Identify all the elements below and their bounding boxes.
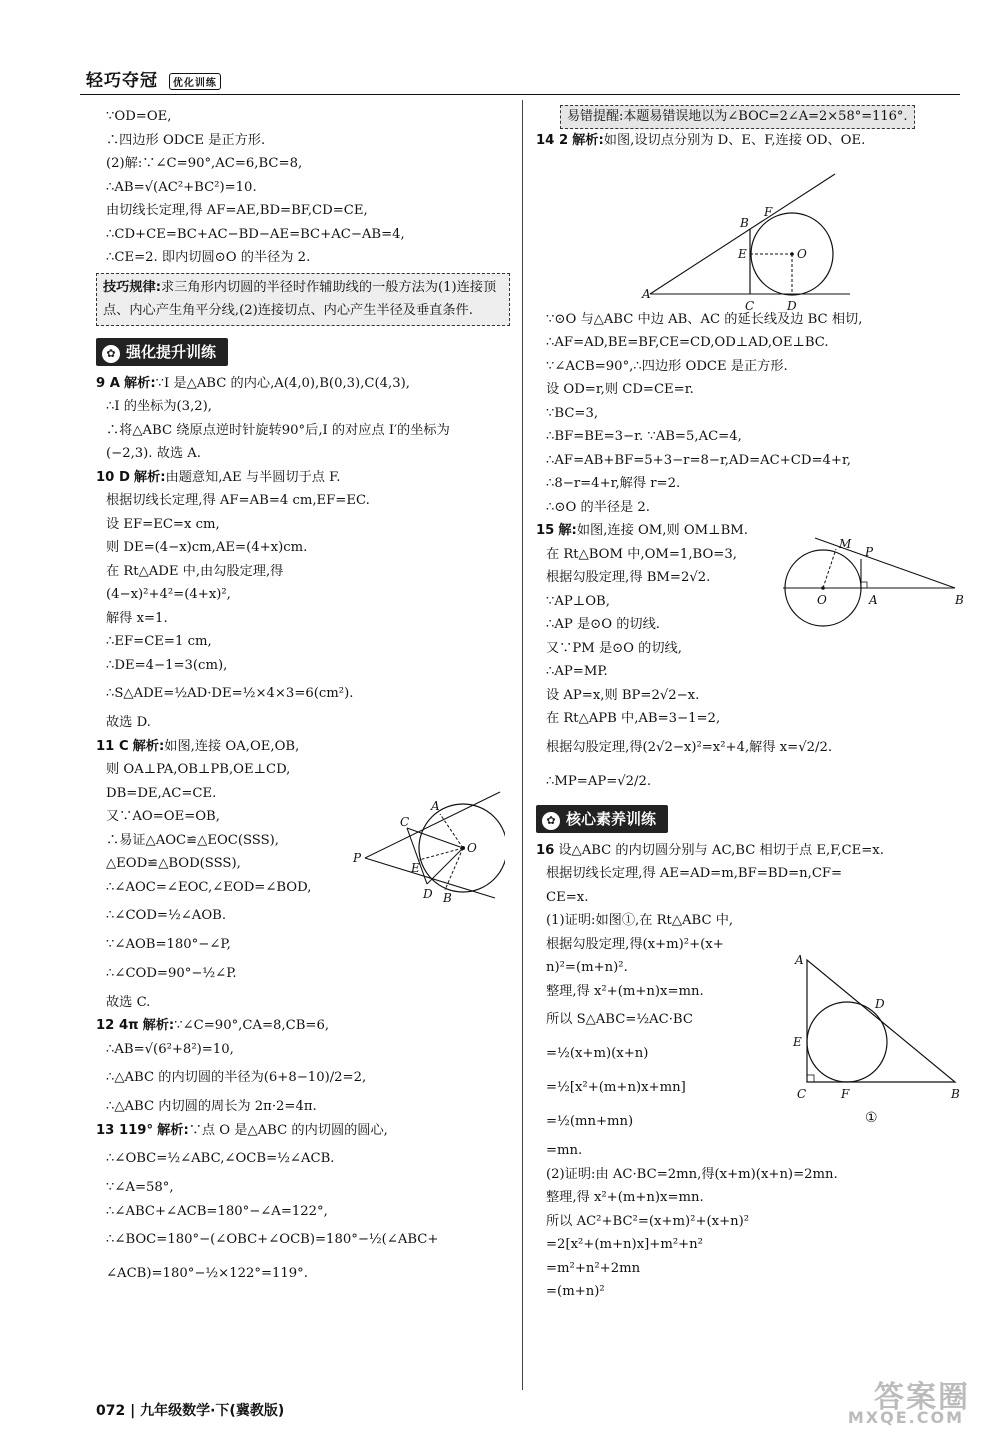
text-line: (1)证明:如图①,在 Rt△ABC 中, [546, 913, 734, 928]
text-line: ∴将△ABC 绕原点逆时针旋转90°后,I 的对应点 I′的坐标为 [106, 422, 450, 438]
section-heading-strengthen [96, 338, 228, 366]
incircle [807, 1002, 887, 1082]
label-d: D [423, 887, 433, 901]
text-line: ∴8−r=4+r,解得 r=2. [546, 476, 681, 491]
label-d: D [875, 997, 885, 1011]
text-line: 由切线长定理,得 AF=AE,BD=BF,CD=CE, [106, 203, 368, 218]
section-icon: ✿ [542, 812, 560, 830]
text-line: ∴AP 是⊙O 的切线. [546, 617, 660, 632]
question-number: 15 [536, 523, 555, 538]
label-e: E [793, 1035, 802, 1049]
brand-logo [86, 66, 221, 91]
text-line: (−2,3). 故选 A. [106, 446, 201, 461]
question-number: 13 119° [96, 1122, 154, 1138]
text-line: ∴S△ADE=½AD·DE=½×4×3=6(cm²). [106, 686, 354, 701]
label-d: D [787, 299, 797, 313]
analysis-label: 解析: [142, 1018, 175, 1033]
text-line: ∴∠COD=½∠AOB. [106, 908, 227, 923]
text-line: ∴EF=CE=1 cm, [106, 634, 212, 649]
tip-box [96, 273, 510, 326]
question-number: 11 C [96, 738, 129, 754]
point-o [461, 846, 465, 850]
text-line: =mn. [546, 1143, 583, 1158]
text-line: ∵OD=OE, [106, 109, 172, 124]
label-p: P [865, 545, 874, 559]
tangent-bm [815, 538, 955, 588]
text-line: 故选 C. [106, 994, 151, 1010]
figure-q15 [775, 530, 970, 635]
text-line: ∴∠AOC=∠EOC,∠EOD=∠BOD, [106, 879, 312, 895]
text-line: n)²=(m+n)². [546, 960, 628, 975]
text-line: 整理,得 x²+(m+n)x=mn. [546, 1190, 704, 1205]
text-line: ∵AP⊥OB, [546, 593, 610, 609]
label-b: B [955, 593, 964, 607]
text-line: ∴AP=MP. [546, 664, 608, 679]
text-line: 根据切线长定理,得 AF=AB=4 cm,EF=EC. [106, 493, 370, 508]
text-line: 所以 AC²+BC²=(x+m)²+(x+n)² [546, 1213, 750, 1229]
text-line: 设 AP=x,则 BP=2√2−x. [546, 687, 700, 703]
text-line: 设 OD=r,则 CD=CE=r. [546, 382, 694, 397]
book-title: 九年级数学·下(冀教版) [140, 1403, 285, 1419]
page-header [80, 60, 960, 100]
label-o: O [797, 247, 807, 261]
analysis-label: 解析: [572, 133, 604, 148]
brand-logo-text: 轻巧夺冠 [86, 71, 158, 91]
label-c: C [400, 815, 410, 829]
text-line: ∴AF=AD,BE=BF,CE=CD,OD⊥AD,OE⊥BC. [546, 335, 829, 350]
figure-caption: ① [865, 1110, 878, 1126]
text-line: 整理,得 x²+(m+n)x=mn. [546, 983, 704, 999]
label-e: E [738, 247, 747, 261]
label-m: M [839, 537, 852, 551]
figure-q16 [785, 950, 970, 1135]
text-line: CE=x. [546, 889, 589, 905]
label-o: O [817, 593, 827, 607]
label-p: P [353, 851, 362, 865]
label-c: C [797, 1087, 807, 1101]
label-a: A [795, 953, 804, 967]
text-line: ∴∠COD=90°−½∠P. [106, 965, 237, 981]
solution-label: 解: [558, 523, 577, 538]
text-line: 在 Rt△ADE 中,由勾股定理,得 [106, 563, 284, 579]
section-title: 核心素养训练 [566, 809, 657, 828]
label-f: F [764, 205, 773, 219]
text-line: 又∵PM 是⊙O 的切线, [546, 640, 682, 656]
brand-tag: 优化训练 [169, 73, 221, 90]
text-line: 所以 S△ABC=½AC·BC [546, 1012, 693, 1027]
tangent-cd [407, 828, 427, 884]
question-13 [96, 1119, 510, 1292]
watermark-logo: 答案圈 [874, 1380, 970, 1415]
segment-om [823, 549, 836, 588]
text-line: ∴AB=√(6²+8²)=10, [106, 1041, 234, 1057]
analysis-label: 解析: [123, 375, 156, 391]
point-o [821, 586, 825, 590]
text-line: =½(mn+mn) [546, 1114, 634, 1129]
text-line: 根据勾股定理,得(2√2−x)²=x²+4,解得 x=√2/2. [546, 739, 833, 755]
text-line: ∴MP=AP=√2/2. [546, 773, 652, 789]
text-line: =2[x²+(m+n)x]+m²+n² [546, 1237, 703, 1252]
right-angle-mark [807, 1075, 814, 1082]
text-line: 根据切线长定理,得 AE=AD=m,BF=BD=n,CF= [546, 866, 843, 881]
analysis-label: 解析: [133, 469, 166, 485]
text-line: 根据勾股定理,得(x+m)²+(x+ [546, 936, 724, 952]
page-footer: 072 | 九年级数学·下(冀教版) [96, 1403, 285, 1419]
text-line: DB=DE,AC=CE. [106, 785, 217, 801]
label-b: B [740, 216, 749, 230]
text-line: ∴易证△AOC≌△EOC(SSS), [106, 832, 279, 848]
text-line: ∴AF=AB+BF=5+3−r=8−r,AD=AC+CD=4+r, [546, 452, 851, 468]
text-line: 又∵AO=OE=OB, [106, 809, 220, 824]
section-heading-core [536, 805, 668, 833]
text-line: (4−x)²+4²=(4+x)², [106, 587, 231, 602]
text-line: ∵BC=3, [546, 405, 599, 421]
text-line: ∵∠AOB=180°−∠P, [106, 937, 231, 952]
question-number: 9 A [96, 375, 120, 391]
text-line: ∴I 的坐标为(3,2), [106, 399, 212, 414]
segment-od [427, 848, 463, 884]
text-line: =½[x²+(m+n)x+mn] [546, 1080, 686, 1095]
text-line: ∴AB=√(AC²+BC²)=10. [106, 179, 257, 195]
question-12 [96, 1014, 510, 1119]
point-o [790, 252, 794, 256]
text-line: ∵∠C=90°,CA=8,CB=6, [174, 1018, 330, 1033]
q8-continuation [96, 105, 510, 270]
label-b: B [951, 1087, 960, 1101]
text-line: ∴△ABC 的内切圆的半径为(6+8−10)/2=2, [106, 1070, 367, 1085]
label-o: O [467, 841, 477, 855]
question-9 [96, 372, 510, 466]
text-line: =m²+n²+2mn [546, 1260, 641, 1276]
label-a: A [642, 287, 651, 301]
column-divider [522, 100, 523, 1390]
error-label: 易错提醒: [567, 109, 624, 124]
text-line: ∴∠OBC=½∠ABC,∠OCB=½∠ACB. [106, 1151, 335, 1166]
label-f: F [841, 1087, 850, 1101]
text-line: ∴△ABC 内切圆的周长为 2π·2=4π. [106, 1099, 317, 1114]
text-line: ∴BF=BE=3−r. ∵AB=5,AC=4, [546, 429, 742, 444]
left-column [96, 105, 510, 1291]
text-line: 如图,连接 OA,OE,OB, [164, 738, 300, 754]
line-af [650, 174, 835, 294]
text-line: ∴∠BOC=180°−(∠OBC+∠OCB)=180°−½(∠ABC+ [106, 1232, 439, 1247]
header-rule [80, 94, 960, 95]
right-angle-mark [861, 582, 867, 588]
section-title: 强化提升训练 [126, 342, 217, 361]
text-line: 则 OA⊥PA,OB⊥PB,OE⊥CD, [106, 762, 291, 777]
text-line: 如图,连接 OM,则 OM⊥BM. [576, 523, 748, 538]
figure-q14 [640, 170, 860, 315]
label-c: C [745, 299, 755, 313]
label-e: E [411, 861, 420, 875]
text-line: ∴四边形 ODCE 是正方形. [106, 132, 266, 148]
text-line: =(m+n)² [546, 1284, 605, 1299]
figure-q11 [345, 790, 505, 905]
text-line: (2)证明:由 AC·BC=2mn,得(x+m)(x+n)=2mn. [546, 1166, 838, 1182]
text-line: 在 Rt△BOM 中,OM=1,BO=3, [546, 546, 737, 562]
label-a: A [431, 799, 440, 813]
text-line: ∴⊙O 的半径是 2. [546, 499, 650, 515]
question-10 [96, 466, 510, 735]
text-line: (2)解:∵∠C=90°,AC=6,BC=8, [106, 156, 303, 171]
page-number: 072 [96, 1403, 126, 1419]
text-line: 设 EF=EC=x cm, [106, 516, 220, 532]
text-line: ∵点 O 是△ABC 的内切圆的圆心, [188, 1122, 388, 1138]
text-line: 解得 x=1. [106, 610, 168, 626]
text-line: 故选 D. [106, 715, 151, 730]
question-number: 10 D [96, 469, 130, 485]
tip-label: 技巧规律: [103, 279, 162, 295]
text-line: ∴CE=2. 即内切圆⊙O 的半径为 2. [106, 250, 311, 265]
text-line: 设△ABC 的内切圆分别与 AC,BC 相切于点 E,F,CE=x. [558, 842, 884, 858]
text-line: 根据勾股定理,得 BM=2√2. [546, 570, 711, 585]
error-text: 本题易错误地以为∠BOC=2∠A=2×58°=116°. [623, 109, 908, 124]
error-reminder-box [560, 105, 915, 129]
text-line: ∵⊙O 与△ABC 中边 AB、AC 的延长线及边 BC 相切, [546, 311, 863, 327]
text-line: ∵∠A=58°, [106, 1180, 174, 1195]
question-number: 14 2 [536, 133, 569, 148]
question-number: 12 4π [96, 1018, 139, 1033]
text-line: =½(x+m)(x+n) [546, 1046, 649, 1061]
text-line: △EOD≌△BOD(SSS), [106, 856, 241, 871]
segment-oc [407, 828, 463, 848]
label-b: B [443, 891, 452, 905]
question-number: 16 [536, 842, 555, 858]
label-a: A [869, 593, 878, 607]
text-line: 则 DE=(4−x)cm,AE=(4+x)cm. [106, 540, 308, 555]
text-line: 如图,设切点分别为 D、E、F,连接 OD、OE. [603, 133, 866, 148]
text-line: ∴CD+CE=BC+AC−BD−AE=BC+AC−AB=4, [106, 226, 405, 242]
text-line: ∵I 是△ABC 的内心,A(4,0),B(0,3),C(4,3), [155, 375, 410, 391]
analysis-label: 解析: [157, 1122, 189, 1138]
tip-text: 求三角形内切圆的半径时作辅助线的一般方法为(1)连接顶点、内心产生角平分线,(2)连接切点、内心产生半径及垂直条件. [103, 279, 497, 318]
watermark-url: MXQE.COM [847, 1408, 964, 1427]
section-icon: ✿ [102, 345, 120, 363]
analysis-label: 解析: [132, 738, 165, 754]
text-line: ∠ACB)=180°−½×122°=119°. [106, 1266, 308, 1281]
text-line: 在 Rt△APB 中,AB=3−1=2, [546, 711, 721, 726]
text-line: ∴DE=4−1=3(cm), [106, 657, 228, 673]
text-line: ∵∠ACB=90°,∴四边形 ODCE 是正方形. [546, 358, 788, 374]
text-line: 由题意知,AE 与半圆切于点 F. [165, 469, 341, 485]
text-line: ∴∠ABC+∠ACB=180°−∠A=122°, [106, 1203, 328, 1219]
